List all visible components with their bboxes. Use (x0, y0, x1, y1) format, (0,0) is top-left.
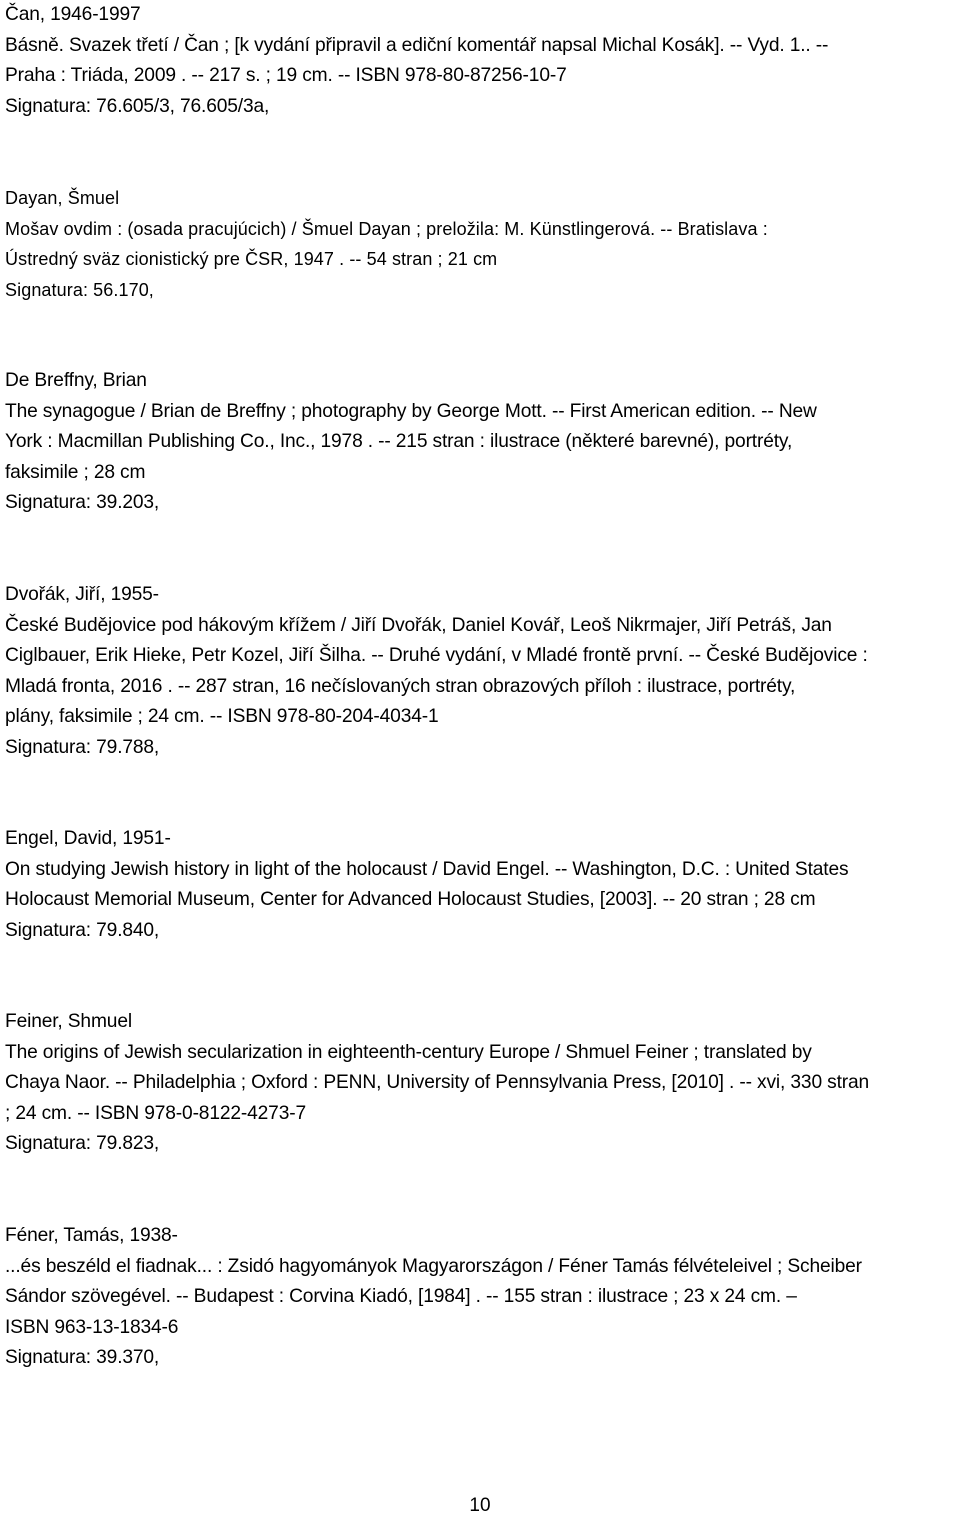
entry-author: Feiner, Shmuel (5, 1011, 132, 1032)
entry-signature: Signatura: 39.203, (5, 492, 160, 514)
entry-author: Féner, Tamás, 1938- (5, 1225, 178, 1246)
entry-description: Praha : Triáda, 2009 . -- 217 s. ; 19 cm. -- ISBN 978-80-87256-10-7 (5, 65, 567, 87)
entry-signature: Signatura: 76.605/3, 76.605/3a, (5, 95, 270, 117)
entry-author: Dvořák, Jiří, 1955- (5, 584, 159, 605)
entry-signature: Signatura: 79.823, (5, 1133, 160, 1155)
entry-description: Mošav ovdim : (osada pracujúcich) / Šmuel Dayan ; preložila: M. Künstlingerová. -- Bratislava : (5, 218, 768, 239)
entry-description: Chaya Naor. -- Philadelphia ; Oxford : PENN, University of Pennsylvania Press, [2010] . -- xvi, 330 stran (5, 1072, 870, 1094)
entry-description: ...és beszéld el fiadnak... : Zsidó hagyományok Magyarországon / Féner Tamás félvételeivel ; Scheiber (5, 1255, 862, 1277)
catalog-entry-engel (5, 824, 957, 946)
entry-description: České Budějovice pod hákovým křížem / Jiří Dvořák, Daniel Kovář, Leoš Nikrmajer, Jiří Petráš, Jan (5, 614, 832, 636)
entry-signature: Signatura: 79.840, (5, 919, 160, 941)
entry-description: Ciglbauer, Erik Hieke, Petr Kozel, Jiří Šilha. -- Druhé vydání, v Mladé frontě první. -- České Budějovice : (5, 645, 868, 667)
catalog-entry-feiner (5, 1007, 957, 1160)
catalog-entry-de-breffny (5, 366, 957, 519)
entry-signature: Signatura: 56.170, (5, 279, 154, 300)
entry-description: The synagogue / Brian de Breffny ; photography by George Mott. -- First American edition. -- New (5, 400, 817, 422)
entry-signature: Signatura: 39.370, (5, 1347, 160, 1369)
entry-author: Engel, David, 1951- (5, 828, 171, 849)
entry-signature: Signatura: 79.788, (5, 736, 160, 758)
catalog-entry-can (5, 0, 957, 122)
page-number: 10 (469, 1495, 491, 1516)
entry-description: Ústredný sväz cionistický pre ČSR, 1947 . -- 54 stran ; 21 cm (5, 249, 498, 270)
entry-author: Čan, 1946-1997 (5, 4, 141, 25)
catalog-entry-dayan (5, 183, 957, 305)
entry-description: ISBN 963-13-1834-6 (5, 1316, 179, 1338)
entry-author: Dayan, Šmuel (5, 188, 120, 208)
entry-description: Mladá fronta, 2016 . -- 287 stran, 16 nečíslovaných stran obrazových příloh : ilustrace, portréty, (5, 675, 796, 697)
entry-description: On studying Jewish history in light of the holocaust / David Engel. -- Washington, D.C. : United States (5, 858, 849, 880)
catalog-entry-dvorak (5, 580, 957, 764)
entry-author: De Breffny, Brian (5, 370, 147, 391)
entry-description: ; 24 cm. -- ISBN 978-0-8122-4273-7 (5, 1102, 306, 1124)
entry-description: plány, faksimile ; 24 cm. -- ISBN 978-80-204-4034-1 (5, 706, 439, 728)
entry-description: faksimile ; 28 cm (5, 461, 146, 483)
entry-description: Básně. Svazek třetí / Čan ; [k vydání připravil a ediční komentář napsal Michal Kosák]. -- Vyd. 1.. -- (5, 34, 829, 56)
entry-description: York : Macmillan Publishing Co., Inc., 1978 . -- 215 stran : ilustrace (některé barevné), portréty, (5, 431, 793, 453)
entry-description: The origins of Jewish secularization in eighteenth-century Europe / Shmuel Feiner ; translated by (5, 1041, 812, 1063)
entry-description: Holocaust Memorial Museum, Center for Advanced Holocaust Studies, [2003]. -- 20 stran ; 28 cm (5, 889, 816, 911)
catalog-entry-fener (5, 1221, 957, 1374)
entry-description: Sándor szövegével. -- Budapest : Corvina Kiadó, [1984] . -- 155 stran : ilustrace ; 23 x 24 cm. – (5, 1286, 797, 1308)
